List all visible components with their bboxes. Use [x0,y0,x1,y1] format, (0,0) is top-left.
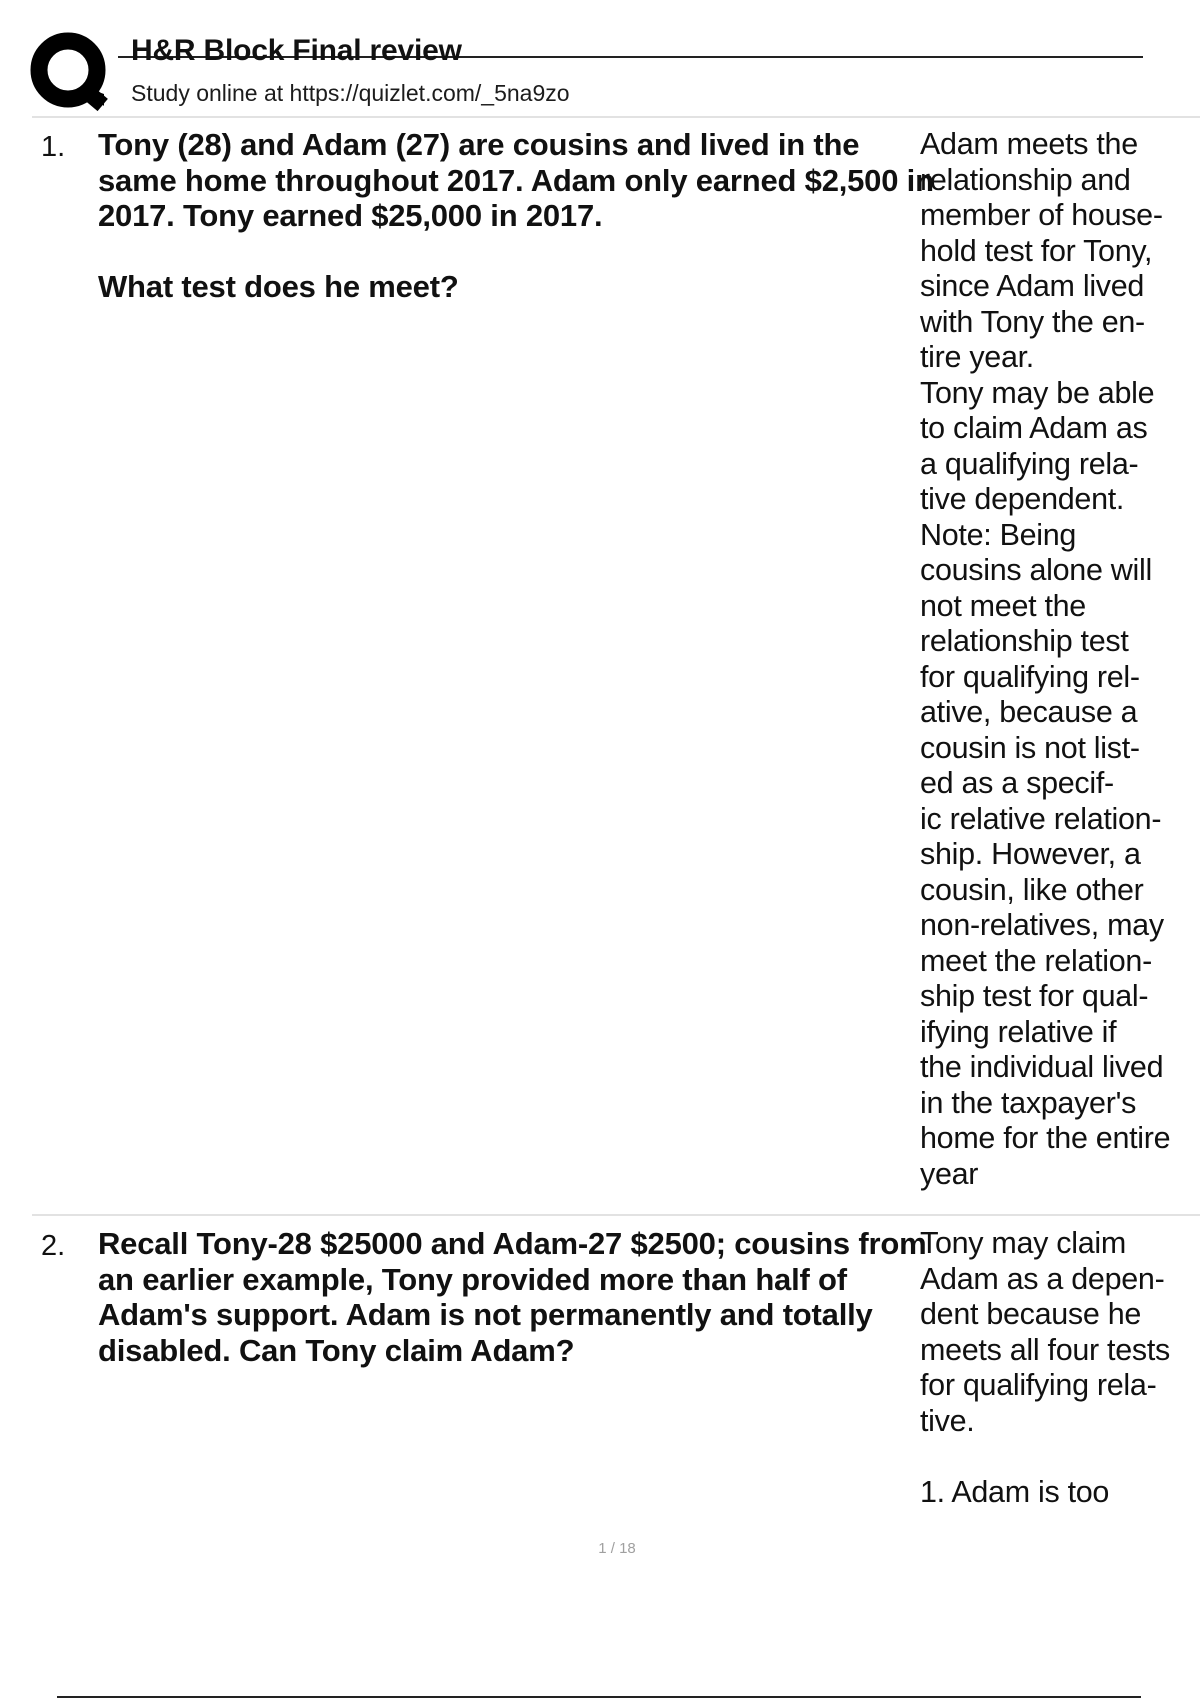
card-answer [920,127,1200,1192]
answer-line: tire year. [920,340,1034,374]
card-number: 2. [41,1230,66,1262]
answer-line: ic relative relation- [920,801,1162,836]
answer-line: relationship test [920,624,1129,658]
answer-line: ifying relative if [920,1014,1117,1049]
answer-line: for qualifying rel- [920,659,1140,694]
answer-line: tive dependent. [920,482,1125,516]
answer-line: to claim Adam as [920,411,1148,445]
document-header [0,0,1200,118]
answer-line: ed as a specif- [920,766,1114,800]
answer-line: meet the relation- [920,943,1152,978]
answer-line: since Adam lived [920,269,1145,303]
footer-rule [57,1696,1141,1698]
card-question [98,127,938,340]
answer-line: Adam meets the [920,127,1138,161]
answer-line: with Tony the en- [920,304,1145,339]
answer-line: relationship and [920,162,1131,197]
answer-line: year [920,1156,979,1191]
answer-line: 1. Adam is too [920,1474,1110,1509]
quizlet-logo-icon [30,32,114,116]
answer-line: not meet the [920,588,1086,623]
answer-line: non-relatives, may [920,908,1164,942]
card-divider [32,1214,1200,1216]
answer-line: ship. However, a [920,837,1141,871]
flashcard-1 [32,127,1200,1212]
answer-line: for qualifying rela- [920,1368,1157,1402]
answer-line: dent because he [920,1297,1142,1331]
question-paragraph: Tony (28) and Adam (27) are cousins and lived in the same home throughout 2017. Adam only earned $2,500 in 2017. Tony earned $25,000 in 2017. [98,127,934,233]
answer-line: cousin is not list- [920,730,1140,765]
answer-blank-line [920,1439,1200,1475]
answer-line: a qualifying rela- [920,446,1139,481]
question-paragraph: Recall Tony-28 $25000 and Adam-27 $2500; cousins from an earlier example, Tony provided more than half of Adam's support. Adam is not permanently and totally disabled. Can Tony claim Adam? [98,1226,927,1368]
card-answer [920,1226,1200,1510]
question-paragraph: What test does he meet? [98,269,459,304]
answer-line: ative, because a [920,695,1138,729]
answer-line: Adam as a depen- [920,1261,1165,1296]
card-question [98,1226,938,1404]
study-online-link[interactable]: Study online at https://quizlet.com/_5na9zo [131,80,570,106]
answer-line: ship test for qual- [920,979,1149,1013]
answer-line: cousin, like other [920,872,1144,907]
header-divider [32,116,1200,118]
answer-line: meets all four tests [920,1332,1170,1367]
answer-line: in the taxpayer's [920,1085,1137,1120]
answer-line: Note: Being [920,517,1077,552]
answer-line: hold test for Tony, [920,233,1153,268]
answer-line: the individual lived [920,1050,1164,1084]
answer-line: Tony may be able [920,375,1155,410]
answer-line: member of house- [920,198,1163,232]
page-number: 1 / 18 [598,1540,636,1557]
answer-line: home for the entire [920,1121,1171,1155]
answer-line: tive. [920,1403,975,1438]
answer-line: Tony may claim [920,1226,1126,1260]
card-number: 1. [41,131,66,163]
answer-line: cousins alone will [920,553,1152,587]
document-title: H&R Block Final review [131,34,462,67]
flashcard-2 [32,1226,1200,1526]
